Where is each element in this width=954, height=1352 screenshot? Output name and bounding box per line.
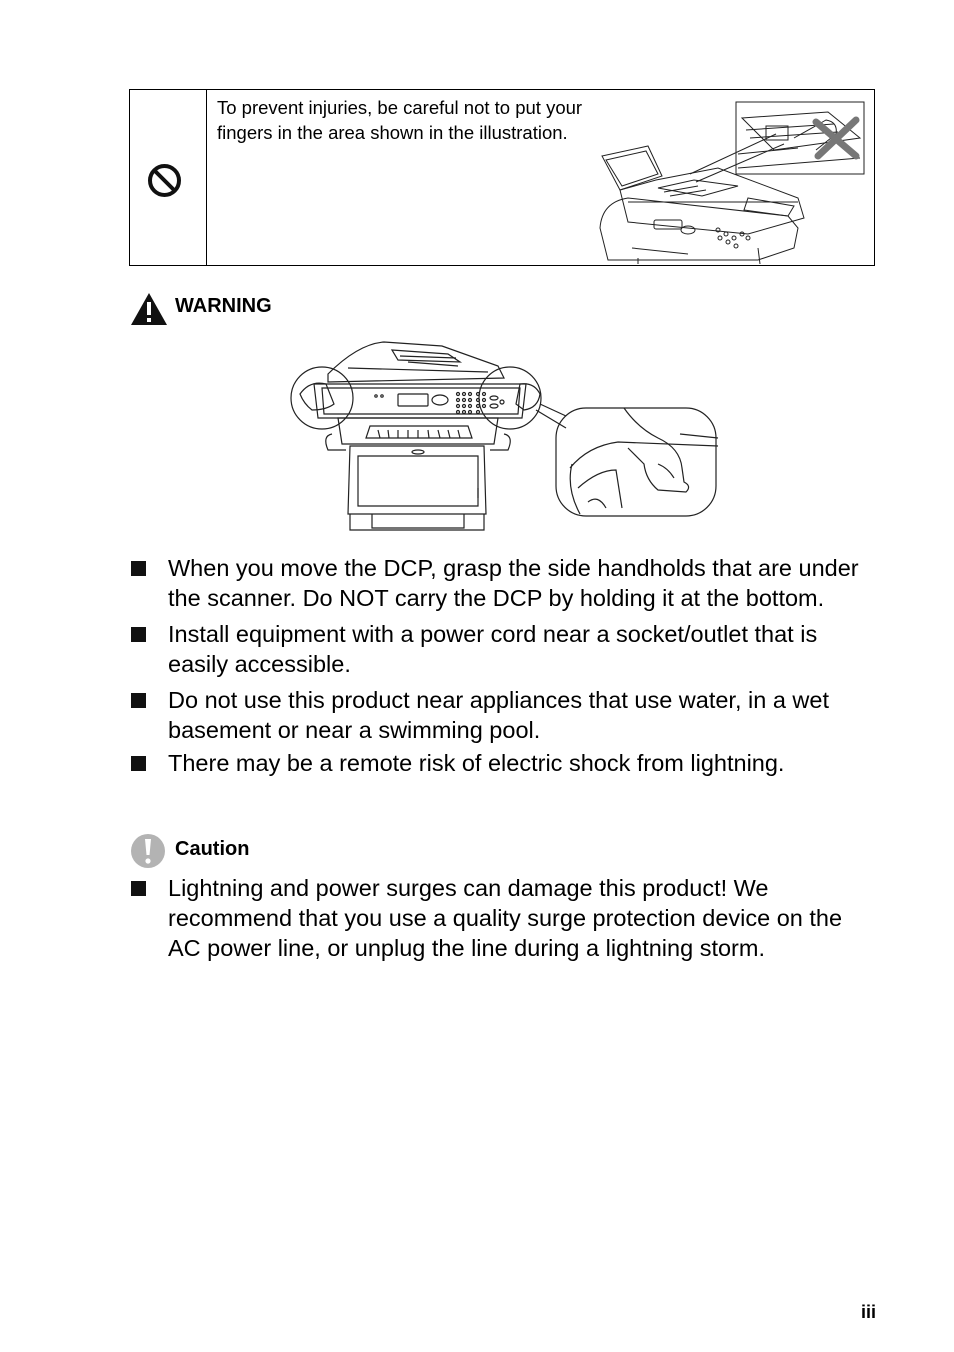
list-item — [129, 685, 874, 745]
bullet-square-icon — [131, 693, 146, 708]
carry-handhold-illustration — [288, 338, 720, 538]
finger-hazard-illustration — [598, 98, 866, 264]
bullet-square-icon — [131, 627, 146, 642]
list-item-text: When you move the DCP, grasp the side handholds that are under the scanner. Do NOT carry the DCP by holding it at the bottom. — [168, 555, 859, 611]
list-item-text: Lightning and power surges can damage this product! We recommend that you use a quality surge protection device on the AC power line, or unplug the line during a lightning storm. — [168, 875, 843, 961]
list-item — [129, 553, 874, 613]
bullet-square-icon — [131, 561, 146, 576]
warning-list — [129, 553, 874, 778]
warning-triangle-icon — [130, 292, 168, 326]
caution-exclamation-icon — [130, 833, 166, 869]
list-item — [129, 619, 874, 679]
notice-text: To prevent injuries, be careful not to put your fingers in the area shown in the illustration. — [217, 97, 583, 143]
caution-list — [129, 873, 874, 963]
list-item — [129, 748, 874, 778]
injury-notice-table — [129, 89, 875, 266]
list-item — [129, 873, 874, 963]
warning-heading-label: WARNING — [175, 295, 272, 317]
prohibition-icon — [147, 163, 182, 198]
list-item-text: Install equipment with a power cord near a socket/outlet that is easily accessible. — [168, 621, 818, 677]
notice-icon-cell — [130, 90, 207, 265]
list-item-text: Do not use this product near appliances that use water, in a wet basement or near a swimming pool. — [168, 687, 830, 743]
bullet-square-icon — [131, 881, 146, 896]
list-item-text: There may be a remote risk of electric shock from lightning. — [168, 750, 785, 776]
page-number: iii — [860, 1302, 876, 1322]
bullet-square-icon — [131, 756, 146, 771]
caution-heading-label: Caution — [175, 838, 250, 860]
